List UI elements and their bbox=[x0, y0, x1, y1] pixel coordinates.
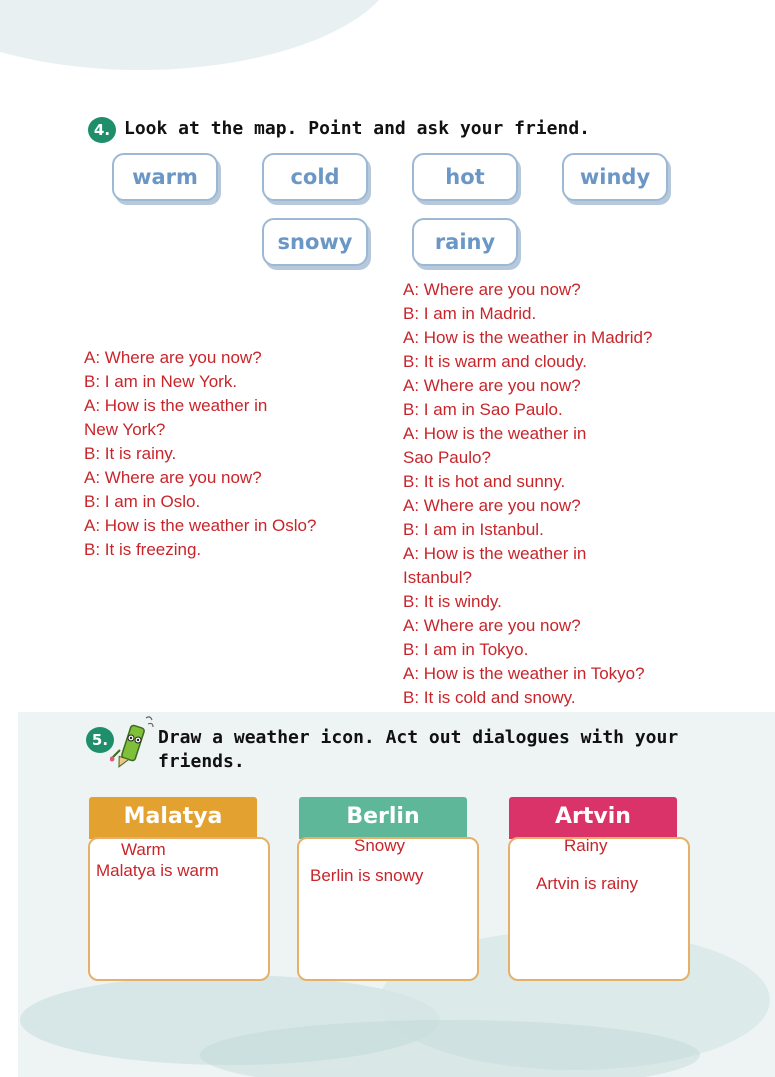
word-box-warm: warm bbox=[112, 153, 218, 201]
exercise-5-number: 5. bbox=[86, 727, 114, 753]
background-wash bbox=[0, 0, 400, 70]
dialog-line: Istanbul? bbox=[403, 568, 472, 587]
city-tab-artvin: Artvin bbox=[509, 797, 677, 839]
dialog-line: Sao Paulo? bbox=[403, 448, 491, 467]
dialog-line: A: How is the weather in Tokyo? bbox=[403, 664, 645, 683]
exercise-4-instruction: Look at the map. Point and ask your friend. bbox=[124, 118, 590, 139]
dialog-line: A: How is the weather in Oslo? bbox=[84, 516, 317, 535]
card-sentence: Berlin is snowy bbox=[310, 866, 424, 885]
dialog-line: B: I am in New York. bbox=[84, 372, 238, 391]
dialog-line: B: I am in Sao Paulo. bbox=[403, 400, 563, 419]
dialog-right bbox=[403, 278, 652, 710]
pencil-mascot-icon bbox=[110, 712, 156, 772]
weather-card-berlin bbox=[297, 837, 479, 981]
exercise-5-instruction-line-2: friends. bbox=[158, 751, 245, 772]
dialog-line: B: I am in Madrid. bbox=[403, 304, 537, 323]
dialog-line: A: Where are you now? bbox=[403, 616, 581, 635]
dialog-line: A: Where are you now? bbox=[403, 280, 581, 299]
dialog-line: B: I am in Istanbul. bbox=[403, 520, 544, 539]
dialog-line: A: How is the weather in bbox=[403, 424, 587, 443]
dialog-left bbox=[84, 346, 316, 562]
weather-card-artvin bbox=[508, 837, 690, 981]
word-box-windy: windy bbox=[562, 153, 668, 201]
card-sentence: Artvin is rainy bbox=[536, 874, 639, 893]
word-box-hot: hot bbox=[412, 153, 518, 201]
dialog-line: A: Where are you now? bbox=[84, 468, 262, 487]
dialog-line: B: It is freezing. bbox=[84, 540, 202, 559]
dialog-line: B: It is windy. bbox=[403, 592, 502, 611]
dialog-line: B: I am in Tokyo. bbox=[403, 640, 529, 659]
card-weather-word: Rainy bbox=[564, 836, 608, 855]
exercise-4-number: 4. bbox=[88, 117, 116, 143]
dialog-line: A: How is the weather in bbox=[84, 396, 268, 415]
dialog-line: B: It is warm and cloudy. bbox=[403, 352, 587, 371]
card-weather-word: Snowy bbox=[354, 836, 406, 855]
city-tab-berlin: Berlin bbox=[299, 797, 467, 839]
dialog-line: New York? bbox=[84, 420, 166, 439]
dialog-line: B: It is rainy. bbox=[84, 444, 177, 463]
word-box-cold: cold bbox=[262, 153, 368, 201]
card-sentence: Malatya is warm bbox=[96, 861, 219, 880]
word-box-rainy: rainy bbox=[412, 218, 518, 266]
weather-card-malatya bbox=[88, 837, 270, 981]
dialog-line: A: How is the weather in bbox=[403, 544, 587, 563]
card-weather-word: Warm bbox=[121, 840, 166, 859]
dialog-line: B: It is cold and snowy. bbox=[403, 688, 576, 707]
dialog-line: A: Where are you now? bbox=[403, 496, 581, 515]
dialog-line: B: I am in Oslo. bbox=[84, 492, 201, 511]
dialog-line: A: How is the weather in Madrid? bbox=[403, 328, 653, 347]
dialog-line: A: Where are you now? bbox=[403, 376, 581, 395]
dialog-line: B: It is hot and sunny. bbox=[403, 472, 566, 491]
exercise-5-instruction bbox=[158, 726, 678, 774]
word-box-snowy: snowy bbox=[262, 218, 368, 266]
city-tab-malatya: Malatya bbox=[89, 797, 257, 839]
exercise-5-instruction-line-1: Draw a weather icon. Act out dialogues with your bbox=[158, 727, 679, 748]
dialog-line: A: Where are you now? bbox=[84, 348, 262, 367]
